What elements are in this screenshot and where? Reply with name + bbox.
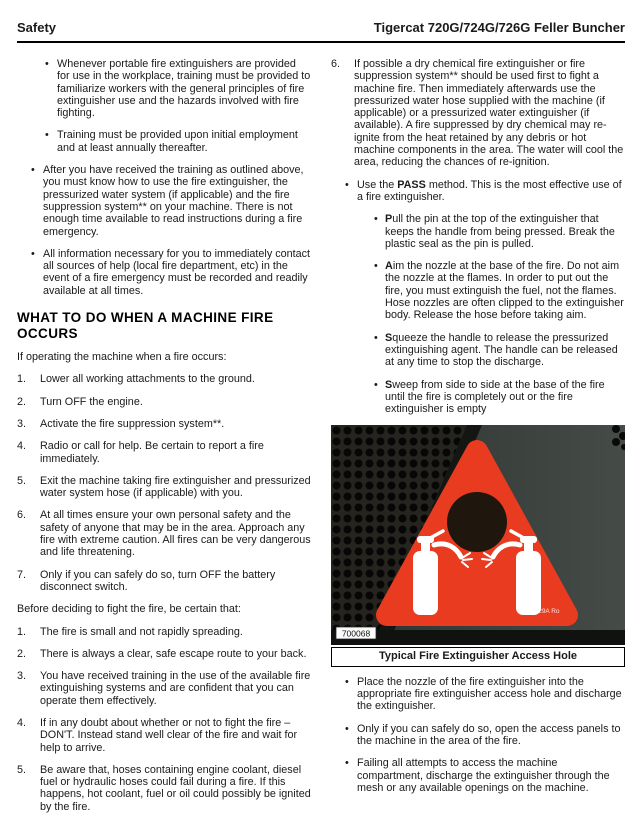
- step-text: If possible a dry chemical fire extinguisher or fire suppression system** should be used first to fight a machine fire. Then immediately afterwards use the pressurized water hose supplied with the machine (if applicable) or a pressurized water extinguisher (if available). A fire suppressed by dry chemical may re-ignite from the heat retained by any debris or hot machine components in the area. The water will cool the area, reducing the chances of re-ignition.: [354, 58, 624, 169]
- step-number: 2.: [17, 647, 27, 660]
- numbered-step: [17, 509, 311, 558]
- step-text: Be aware that, hoses containing engine coolant, diesel fuel or hydraulic hoses could fail during a fire. If this happens, hot coolant, fuel or oil could possibly be ignited by the fire.: [40, 763, 311, 813]
- step-number: 4.: [17, 716, 27, 729]
- step-text: The fire is small and not rapidly spreading.: [40, 625, 243, 638]
- pass-step-lead: A: [385, 260, 393, 273]
- step-text: Activate the fire suppression system**.: [40, 417, 225, 430]
- bullet-item: [17, 164, 311, 238]
- figure-caption-text: Typical Fire Extinguisher Access Hole: [378, 650, 578, 663]
- numbered-list-before-fighting: [17, 626, 311, 814]
- bullet-text: Failing all attempts to access the machine compartment, discharge the extinguisher through the mesh or any available openings on the machine.: [357, 757, 610, 794]
- step-number: 5.: [17, 763, 27, 776]
- decal-code: Z0229A Ro: [527, 608, 560, 616]
- step-number: 5.: [17, 474, 27, 487]
- figure-access-hole: [331, 425, 625, 666]
- step-text: Exit the machine taking fire extinguisher and pressurized water system hose (if applicable) with you.: [40, 474, 311, 500]
- pass-step-pull: [331, 213, 625, 250]
- step-number: 2.: [17, 395, 27, 408]
- step-number: 4.: [17, 440, 27, 453]
- bullet-item: [17, 129, 311, 154]
- two-column-body: [0, 43, 642, 823]
- bullet-text: Training must be provided upon initial employment and at least annually thereafter.: [57, 129, 298, 154]
- pass-pre-text: Use the: [357, 178, 398, 191]
- step-text: Radio or call for help. Be certain to report a fire immediately.: [40, 440, 264, 465]
- access-hole: [447, 492, 507, 552]
- step-text: At all times ensure your own personal safety and the safety of anyone that may be in the area. Approach any fire with extreme caution. All fires can be very dangerous and life threatening.: [40, 509, 311, 559]
- right-column: [331, 58, 625, 823]
- pass-step-text: ull the pin at the top of the extinguisher that keeps the handle from being pressed. Break the plastic seal as the pin is pulled.: [385, 213, 615, 250]
- numbered-step: [17, 648, 311, 660]
- step-number: 6.: [331, 58, 341, 70]
- pass-step-text: weep from side to side at the base of the fire until the fire is completely out or the fire extinguisher is empty: [385, 378, 605, 416]
- bullet-item: [331, 723, 625, 748]
- pass-step-squeeze: [331, 332, 625, 369]
- step-text: There is always a clear, safe escape route to your back.: [40, 647, 307, 660]
- bullet-text: Whenever portable fire extinguishers are provided for use in the workplace, training must be provided to familiarize workers with the general principles of fire extinguisher use and the hazards involved with fire fighting.: [57, 58, 311, 120]
- step-number: 1.: [17, 373, 27, 386]
- numbered-step: [17, 670, 311, 707]
- step-number: 3.: [17, 670, 27, 683]
- pass-method-bullet: [331, 179, 625, 204]
- bullet-item: [331, 757, 625, 794]
- pass-step-sweep: [331, 379, 625, 416]
- step-text: You have received training in the use of the available fire extinguishing systems and are confident that you can operate them effectively.: [40, 670, 311, 707]
- page-header: [0, 0, 642, 35]
- pass-step-aim: [331, 260, 625, 321]
- figure-caption: [331, 647, 625, 666]
- pass-step-lead: S: [385, 331, 393, 344]
- intro-paragraph: If operating the machine when a fire occurs:: [17, 351, 227, 364]
- step-number: 6.: [17, 509, 27, 522]
- step-number: 7.: [17, 568, 27, 581]
- pass-step-text: queeze the handle to release the pressurized extinguishing agent. The handle can be released at any time to stop the discharge.: [385, 331, 618, 369]
- numbered-step: [17, 418, 311, 430]
- header-doc-title: Tigercat 720G/724G/726G Feller Buncher: [373, 20, 625, 35]
- bullet-text: Only if you can safely do so, open the access panels to the machine in the area of the fire.: [357, 722, 621, 747]
- pass-step-lead: P: [385, 213, 393, 226]
- left-column: [17, 58, 311, 823]
- bullet-text: All information necessary for you to immediately contact all sources of help (local fire department, etc) in the event of a fire emergency must be recorded and readily available at all times.: [43, 247, 311, 297]
- intro-paragraph: Before deciding to fight the fire, be certain that:: [17, 603, 241, 616]
- pass-step-text: im the nozzle at the base of the fire. Do not aim the nozzle at the flames. In order to put out the fire, you must extinguish the fuel, not the flames. Hose nozzles are often clipped to the extinguisher body. Release the hose before taking aim.: [385, 260, 624, 322]
- numbered-step: [17, 396, 311, 408]
- bullet-text: Place the nozzle of the fire extinguisher into the appropriate fire extinguisher access hole and discharge the extinguisher.: [357, 675, 622, 713]
- post-figure-bullets: [331, 676, 625, 794]
- header-section-label: Safety: [17, 20, 57, 35]
- numbered-list-fire-occurs: [17, 373, 311, 593]
- bullet-item: [17, 58, 311, 119]
- photo-id-text: 700068: [341, 628, 371, 639]
- bullet-item: [331, 676, 625, 713]
- step-text: Turn OFF the engine.: [40, 395, 143, 408]
- section-heading: WHAT TO DO WHEN A MACHINE FIRE OCCURS: [17, 310, 274, 342]
- photo-id-badge: [336, 627, 376, 639]
- numbered-step: [17, 569, 311, 594]
- numbered-step: [17, 373, 311, 385]
- bullet-text: After you have received the training as outlined above, you must know how to use the fire extinguisher, the pressurized water system (if applicable) and the fire suppression system** on your machine. There is not enough time available to read instructions during a fire emergency.: [43, 164, 304, 238]
- numbered-step: [17, 440, 311, 465]
- figure-photo: [331, 425, 625, 645]
- step-number: 3.: [17, 417, 27, 430]
- numbered-step: [17, 626, 311, 638]
- bullet-item: [17, 248, 311, 297]
- pass-step-lead: S: [385, 378, 393, 391]
- numbered-step: [17, 764, 311, 813]
- step-text: Lower all working attachments to the ground.: [40, 373, 255, 386]
- step-text: If in any doubt about whether or not to fight the fire – DON'T. Instead stand well clear of the fire and wait for help to arrive.: [40, 716, 298, 754]
- pass-post-text: method. This is the most effective use of a fire extinguisher.: [357, 178, 622, 203]
- numbered-step: [17, 717, 311, 754]
- step-number: 1.: [17, 625, 27, 638]
- step-text: Only if you can safely do so, turn OFF the battery disconnect switch.: [40, 568, 276, 593]
- numbered-step: [331, 58, 625, 169]
- pass-keyword: PASS: [397, 178, 426, 191]
- numbered-step: [17, 475, 311, 500]
